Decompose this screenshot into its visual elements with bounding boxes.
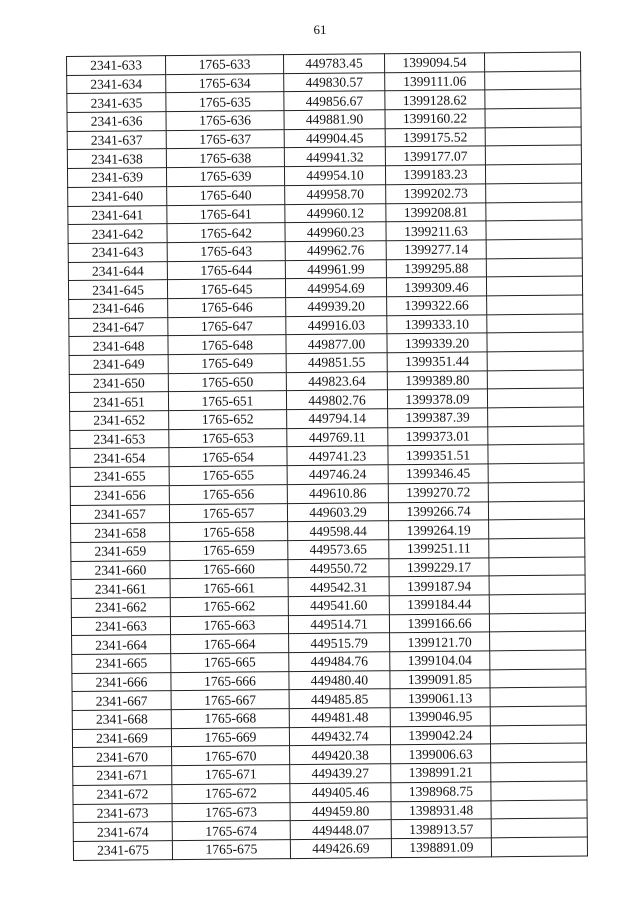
point-id-cell: 2341-648 (69, 336, 168, 356)
blank-cell (491, 799, 587, 819)
x-coordinate-cell: 449958.70 (285, 185, 386, 205)
x-coordinate-cell: 449794.14 (287, 409, 388, 429)
blank-cell (487, 388, 583, 408)
x-coordinate-cell: 449541.60 (288, 596, 389, 616)
y-coordinate-cell: 1399389.80 (387, 371, 487, 391)
blank-cell (487, 351, 583, 371)
point-id-cell: 2341-661 (71, 579, 170, 599)
blank-cell (485, 108, 581, 128)
x-coordinate-cell: 449610.86 (287, 484, 388, 504)
y-coordinate-cell: 1399208.81 (386, 202, 486, 222)
point-id-cell: 2341-646 (69, 299, 168, 319)
x-coordinate-cell: 449823.64 (286, 371, 387, 391)
blank-cell (487, 332, 583, 352)
y-coordinate-cell: 1399177.07 (385, 146, 485, 166)
ref-id-cell: 1765-662 (170, 597, 288, 617)
x-coordinate-cell: 449420.38 (290, 745, 391, 765)
blank-cell (485, 145, 581, 165)
x-coordinate-cell: 449960.12 (285, 203, 386, 223)
point-id-cell: 2341-673 (73, 803, 172, 823)
y-coordinate-cell: 1399378.09 (387, 389, 487, 409)
blank-cell (485, 164, 581, 184)
point-id-cell: 2341-675 (73, 840, 172, 860)
point-id-cell: 2341-668 (72, 710, 171, 730)
x-coordinate-cell: 449603.29 (287, 502, 388, 522)
x-coordinate-cell: 449856.67 (284, 91, 385, 111)
blank-cell (491, 762, 587, 782)
point-id-cell: 2341-650 (69, 373, 168, 393)
x-coordinate-cell: 449741.23 (287, 446, 388, 466)
blank-cell (489, 594, 585, 614)
blank-cell (486, 276, 582, 296)
point-id-cell: 2341-672 (73, 784, 172, 804)
ref-id-cell: 1765-634 (166, 73, 284, 93)
blank-cell (487, 370, 583, 390)
point-id-cell: 2341-633 (67, 56, 166, 76)
y-coordinate-cell: 1399006.63 (391, 744, 491, 764)
y-coordinate-cell: 1399266.74 (388, 501, 488, 521)
blank-cell (490, 669, 586, 689)
point-id-cell: 2341-660 (71, 560, 170, 580)
ref-id-cell: 1765-639 (166, 167, 284, 187)
y-coordinate-cell: 1399351.44 (387, 352, 487, 372)
x-coordinate-cell: 449542.31 (288, 577, 389, 597)
x-coordinate-cell: 449904.45 (284, 128, 385, 148)
x-coordinate-cell: 449877.00 (286, 334, 387, 354)
y-coordinate-cell: 1399160.22 (385, 109, 485, 129)
ref-id-cell: 1765-653 (169, 428, 287, 448)
ref-id-cell: 1765-660 (170, 559, 288, 579)
blank-cell (486, 239, 582, 259)
y-coordinate-cell: 1399166.66 (389, 613, 489, 633)
blank-cell (490, 687, 586, 707)
y-coordinate-cell: 1399183.23 (385, 165, 485, 185)
ref-id-cell: 1765-663 (170, 615, 288, 635)
blank-cell (486, 202, 582, 222)
blank-cell (491, 743, 587, 763)
page-number: 61 (313, 22, 327, 37)
ref-id-cell: 1765-643 (167, 241, 285, 261)
y-coordinate-cell: 1398913.57 (391, 819, 491, 839)
point-id-cell: 2341-655 (70, 467, 169, 487)
ref-id-cell: 1765-658 (170, 522, 288, 542)
y-coordinate-cell: 1399387.39 (388, 408, 488, 428)
x-coordinate-cell: 449485.85 (289, 689, 390, 709)
y-coordinate-cell: 1399373.01 (388, 427, 488, 447)
ref-id-cell: 1765-652 (169, 410, 287, 430)
y-coordinate-cell: 1399091.85 (390, 670, 490, 690)
ref-id-cell: 1765-675 (172, 839, 290, 859)
x-coordinate-cell: 449954.10 (284, 166, 385, 186)
blank-cell (485, 127, 581, 147)
ref-id-cell: 1765-636 (166, 111, 284, 131)
ref-id-cell: 1765-661 (170, 578, 288, 598)
ref-id-cell: 1765-635 (166, 92, 284, 112)
blank-cell (487, 314, 583, 334)
point-id-cell: 2341-649 (69, 355, 168, 375)
x-coordinate-cell: 449439.27 (290, 764, 391, 784)
ref-id-cell: 1765-641 (167, 204, 285, 224)
y-coordinate-cell: 1399094.54 (384, 53, 484, 73)
ref-id-cell: 1765-644 (167, 260, 285, 280)
point-id-cell: 2341-652 (70, 411, 169, 431)
x-coordinate-cell: 449830.57 (284, 72, 385, 92)
x-coordinate-cell: 449769.11 (287, 427, 388, 447)
point-id-cell: 2341-658 (71, 523, 170, 543)
x-coordinate-cell: 449598.44 (288, 521, 389, 541)
x-coordinate-cell: 449961.99 (285, 259, 386, 279)
y-coordinate-cell: 1399121.70 (390, 632, 490, 652)
blank-cell (488, 500, 584, 520)
x-coordinate-cell: 449881.90 (284, 110, 385, 130)
blank-cell (490, 650, 586, 670)
y-coordinate-cell: 1399277.14 (386, 240, 486, 260)
y-coordinate-cell: 1399046.95 (390, 707, 490, 727)
ref-id-cell: 1765-649 (168, 354, 286, 374)
blank-cell (489, 575, 585, 595)
x-coordinate-cell: 449960.23 (285, 222, 386, 242)
ref-id-cell: 1765-646 (168, 298, 286, 318)
x-coordinate-cell: 449459.80 (290, 801, 391, 821)
ref-id-cell: 1765-654 (169, 447, 287, 467)
blank-cell (488, 407, 584, 427)
point-id-cell: 2341-640 (68, 186, 167, 206)
ref-id-cell: 1765-664 (171, 634, 289, 654)
point-id-cell: 2341-636 (67, 112, 166, 132)
point-id-cell: 2341-643 (68, 242, 167, 262)
ref-id-cell: 1765-633 (166, 55, 284, 75)
blank-cell (488, 482, 584, 502)
ref-id-cell: 1765-655 (169, 466, 287, 486)
x-coordinate-cell: 449426.69 (290, 839, 391, 859)
blank-cell (490, 631, 586, 651)
y-coordinate-cell: 1399202.73 (386, 184, 486, 204)
y-coordinate-cell: 1399111.06 (385, 72, 485, 92)
ref-id-cell: 1765-642 (167, 223, 285, 243)
point-id-cell: 2341-653 (70, 429, 169, 449)
ref-id-cell: 1765-667 (171, 690, 289, 710)
ref-id-cell: 1765-651 (168, 391, 286, 411)
blank-cell (486, 258, 582, 278)
blank-cell (491, 818, 587, 838)
ref-id-cell: 1765-671 (172, 765, 290, 785)
ref-id-cell: 1765-674 (172, 821, 290, 841)
x-coordinate-cell: 449916.03 (286, 315, 387, 335)
point-id-cell: 2341-635 (67, 93, 166, 113)
blank-cell (486, 183, 582, 203)
blank-cell (485, 71, 581, 91)
blank-cell (486, 220, 582, 240)
blank-cell (489, 538, 585, 558)
point-id-cell: 2341-663 (71, 616, 170, 636)
blank-cell (484, 52, 580, 72)
point-id-cell: 2341-662 (71, 598, 170, 618)
ref-id-cell: 1765-648 (168, 335, 286, 355)
x-coordinate-cell: 449432.74 (289, 726, 390, 746)
coordinate-table (66, 52, 588, 861)
point-id-cell: 2341-637 (67, 130, 166, 150)
point-id-cell: 2341-638 (67, 149, 166, 169)
point-id-cell: 2341-664 (72, 635, 171, 655)
y-coordinate-cell: 1399061.13 (390, 688, 490, 708)
blank-cell (489, 557, 585, 577)
y-coordinate-cell: 1399042.24 (390, 726, 490, 746)
blank-cell (491, 837, 587, 857)
ref-id-cell: 1765-673 (172, 802, 290, 822)
y-coordinate-cell: 1399351.51 (388, 445, 488, 465)
x-coordinate-cell: 449962.76 (285, 241, 386, 261)
y-coordinate-cell: 1399251.11 (389, 539, 489, 559)
ref-id-cell: 1765-657 (169, 503, 287, 523)
x-coordinate-cell: 449746.24 (287, 465, 388, 485)
point-id-cell: 2341-641 (68, 205, 167, 225)
y-coordinate-cell: 1398991.21 (391, 763, 491, 783)
point-id-cell: 2341-639 (67, 168, 166, 188)
x-coordinate-cell: 449941.32 (284, 147, 385, 167)
ref-id-cell: 1765-638 (166, 148, 284, 168)
point-id-cell: 2341-647 (69, 317, 168, 337)
x-coordinate-cell: 449783.45 (283, 54, 384, 74)
ref-id-cell: 1765-665 (171, 653, 289, 673)
point-id-cell: 2341-665 (72, 654, 171, 674)
ref-id-cell: 1765-666 (171, 671, 289, 691)
ref-id-cell: 1765-650 (168, 372, 286, 392)
y-coordinate-cell: 1399339.20 (387, 333, 487, 353)
table-row (73, 837, 587, 860)
blank-cell (489, 519, 585, 539)
point-id-cell: 2341-674 (73, 822, 172, 842)
blank-cell (487, 295, 583, 315)
y-coordinate-cell: 1399128.62 (385, 90, 485, 110)
y-coordinate-cell: 1399184.44 (389, 595, 489, 615)
y-coordinate-cell: 1399187.94 (389, 576, 489, 596)
point-id-cell: 2341-645 (68, 280, 167, 300)
point-id-cell: 2341-656 (70, 485, 169, 505)
y-coordinate-cell: 1399175.52 (385, 128, 485, 148)
ref-id-cell: 1765-659 (170, 540, 288, 560)
ref-id-cell: 1765-637 (166, 129, 284, 149)
ref-id-cell: 1765-670 (172, 746, 290, 766)
y-coordinate-cell: 1399309.46 (386, 277, 486, 297)
table-body (67, 52, 588, 860)
x-coordinate-cell: 449515.79 (289, 633, 390, 653)
ref-id-cell: 1765-668 (171, 709, 289, 729)
blank-cell (485, 89, 581, 109)
point-id-cell: 2341-671 (73, 766, 172, 786)
y-coordinate-cell: 1399295.88 (386, 258, 486, 278)
blank-cell (488, 444, 584, 464)
x-coordinate-cell: 449573.65 (288, 540, 389, 560)
point-id-cell: 2341-657 (70, 504, 169, 524)
y-coordinate-cell: 1399322.66 (387, 296, 487, 316)
y-coordinate-cell: 1399346.45 (388, 464, 488, 484)
x-coordinate-cell: 449405.46 (290, 783, 391, 803)
point-id-cell: 2341-634 (67, 74, 166, 94)
ref-id-cell: 1765-669 (171, 727, 289, 747)
x-coordinate-cell: 449484.76 (289, 652, 390, 672)
point-id-cell: 2341-644 (68, 261, 167, 281)
x-coordinate-cell: 449802.76 (286, 390, 387, 410)
y-coordinate-cell: 1399264.19 (389, 520, 489, 540)
blank-cell (490, 706, 586, 726)
blank-cell (488, 426, 584, 446)
point-id-cell: 2341-667 (72, 691, 171, 711)
blank-cell (491, 781, 587, 801)
y-coordinate-cell: 1399270.72 (388, 483, 488, 503)
y-coordinate-cell: 1399104.04 (390, 651, 490, 671)
ref-id-cell: 1765-672 (172, 783, 290, 803)
x-coordinate-cell: 449939.20 (286, 297, 387, 317)
y-coordinate-cell: 1399229.17 (389, 557, 489, 577)
x-coordinate-cell: 449550.72 (288, 558, 389, 578)
x-coordinate-cell: 449954.69 (285, 278, 386, 298)
blank-cell (489, 613, 585, 633)
point-id-cell: 2341-666 (72, 672, 171, 692)
point-id-cell: 2341-670 (73, 747, 172, 767)
y-coordinate-cell: 1399211.63 (386, 221, 486, 241)
ref-id-cell: 1765-640 (167, 185, 285, 205)
x-coordinate-cell: 449448.07 (290, 820, 391, 840)
ref-id-cell: 1765-656 (169, 484, 287, 504)
point-id-cell: 2341-642 (68, 224, 167, 244)
point-id-cell: 2341-669 (72, 728, 171, 748)
y-coordinate-cell: 1398931.48 (391, 800, 491, 820)
point-id-cell: 2341-651 (69, 392, 168, 412)
y-coordinate-cell: 1398968.75 (391, 782, 491, 802)
x-coordinate-cell: 449851.55 (286, 353, 387, 373)
point-id-cell: 2341-654 (70, 448, 169, 468)
ref-id-cell: 1765-647 (168, 316, 286, 336)
ref-id-cell: 1765-645 (167, 279, 285, 299)
blank-cell (490, 725, 586, 745)
point-id-cell: 2341-659 (71, 541, 170, 561)
blank-cell (488, 463, 584, 483)
x-coordinate-cell: 449514.71 (288, 614, 389, 634)
x-coordinate-cell: 449481.48 (289, 708, 390, 728)
x-coordinate-cell: 449480.40 (289, 670, 390, 690)
y-coordinate-cell: 1398891.09 (391, 838, 491, 858)
y-coordinate-cell: 1399333.10 (387, 314, 487, 334)
